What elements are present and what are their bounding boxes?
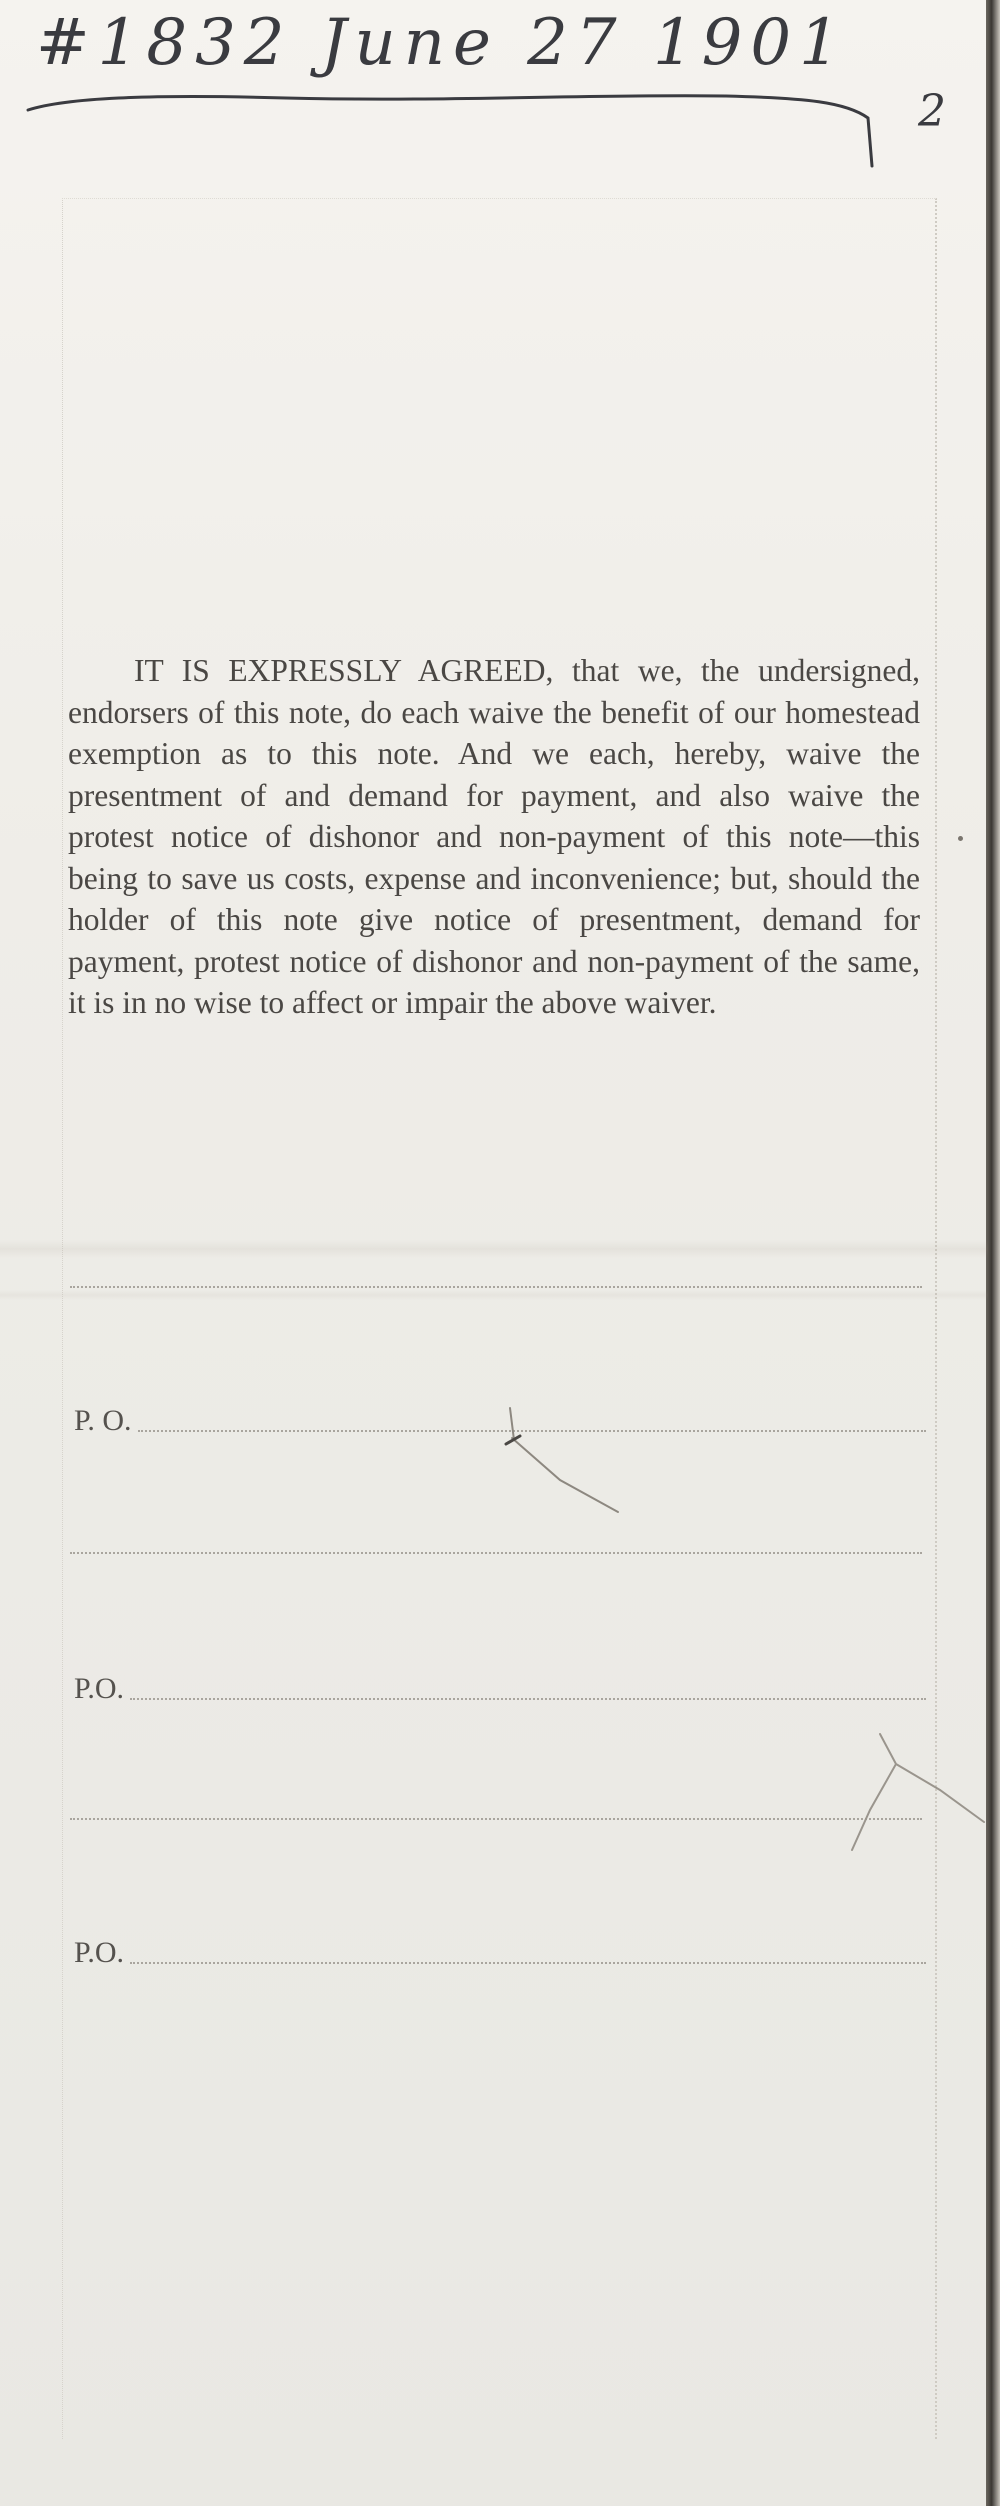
signature-line-2[interactable] — [70, 1552, 922, 1554]
handwritten-header: #1832 June 27 1901 — [36, 6, 848, 80]
ink-speck — [958, 836, 963, 841]
po-row-2[interactable] — [74, 1660, 926, 1704]
signature-line-1[interactable] — [70, 1286, 922, 1288]
fold-crease — [0, 1240, 988, 1258]
po-label-1: P. O. — [74, 1404, 132, 1437]
page-number: 2 — [918, 86, 946, 137]
handwritten-underline — [26, 88, 876, 168]
signature-line-3[interactable] — [70, 1818, 922, 1820]
po-line-2[interactable] — [130, 1698, 926, 1700]
po-row-3[interactable] — [74, 1924, 926, 1968]
waiver-clause: IT IS EXPRESSLY AGREED, that we, the undersigned, endorsers of this note, do each waive the benefit of our homestead exemption as to this note. And we each, hereby, waive the presentment of and demand for payment, and also waive the protest notice of dishonor and non-payment of this note—this being to save us costs, expense and inconvenience; but, should the holder of this note give notice of presentment, demand for payment, protest notice of dishonor and non-payment of the same, it is in no wise to affect or impair the above waiver. — [68, 653, 920, 1020]
tear-mark-1 — [500, 1400, 630, 1530]
po-line-3[interactable] — [130, 1962, 926, 1964]
paper-edge-shadow — [986, 0, 1000, 2506]
tear-mark-2 — [840, 1730, 990, 1860]
po-label-3: P.O. — [74, 1936, 125, 1969]
fold-crease-lower — [0, 1290, 988, 1300]
po-label-2: P.O. — [74, 1672, 125, 1705]
decorative-border — [62, 198, 937, 2439]
